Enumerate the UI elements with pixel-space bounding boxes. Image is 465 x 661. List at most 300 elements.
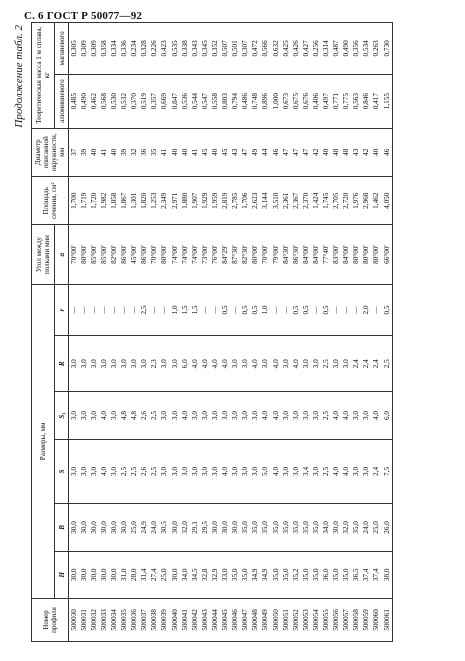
- table-cell: 0,462: [89, 74, 99, 128]
- table-cell: 3,0: [89, 336, 99, 392]
- table-row: [200, 23, 210, 642]
- table-cell: 3,0: [160, 336, 170, 392]
- table-cell: 3,0: [110, 392, 120, 439]
- header-sizes: Размеры, мм: [32, 284, 55, 598]
- profile-number-cell: 500037: [140, 598, 150, 641]
- table-cell: 0,568: [99, 74, 109, 128]
- table-cell: 0,485: [69, 74, 80, 128]
- table-cell: 2,5: [150, 439, 160, 504]
- profile-table: [31, 22, 393, 642]
- table-cell: 84°30': [281, 225, 291, 284]
- table-cell: 86°00': [140, 225, 150, 284]
- table-cell: 3,0: [251, 392, 261, 439]
- table-cell: 0,336: [120, 23, 130, 75]
- table-cell: 4,0: [342, 439, 352, 504]
- table-cell: 30,5: [160, 504, 170, 551]
- table-cell: 0,803: [221, 74, 231, 128]
- table-cell: 0,507: [221, 23, 231, 75]
- header-b: B: [54, 504, 68, 551]
- table-row: [311, 23, 321, 642]
- table-cell: 0,497: [322, 74, 332, 128]
- profile-number-cell: 500043: [200, 598, 210, 641]
- table-cell: 34,5: [190, 551, 200, 598]
- table-cell: —: [372, 284, 382, 336]
- profile-number-cell: 500042: [190, 598, 200, 641]
- table-cell: 3,0: [170, 439, 180, 504]
- table-cell: 0,426: [291, 23, 301, 75]
- table-cell: 30,0: [332, 504, 342, 551]
- table-cell: 24,0: [362, 504, 372, 551]
- table-cell: 80°00': [362, 225, 372, 284]
- table-cell: 82°00': [110, 225, 120, 284]
- table-cell: 84°29': [221, 225, 231, 284]
- table-cell: 0,356: [352, 23, 362, 75]
- table-cell: 3,0: [291, 392, 301, 439]
- table-cell: 2,4: [372, 439, 382, 504]
- table-cell: 3,0: [99, 336, 109, 392]
- table-cell: 2,5: [150, 392, 160, 439]
- table-cell: 83°00': [332, 225, 342, 284]
- header-mass: Теоретическая масса 1 м сплава, кг: [32, 23, 55, 129]
- table-cell: 3,0: [332, 336, 342, 392]
- table-cell: 2,5: [120, 439, 130, 504]
- profile-number-cell: 500052: [291, 598, 301, 641]
- table-cell: 1,000: [271, 74, 281, 128]
- table-cell: 1,867: [120, 177, 130, 225]
- table-cell: 77°40': [322, 225, 332, 284]
- table-cell: 3,0: [190, 392, 200, 439]
- table-cell: 3,0: [130, 336, 140, 392]
- table-cell: 39: [79, 128, 89, 176]
- table-cell: —: [120, 284, 130, 336]
- table-cell: 49: [251, 128, 261, 176]
- table-cell: 74°00': [180, 225, 190, 284]
- table-cell: 35,2: [291, 551, 301, 598]
- table-cell: 44: [261, 128, 271, 176]
- table-cell: 0,328: [140, 23, 150, 75]
- table-cell: 30,0: [231, 504, 241, 551]
- table-cell: 1,700: [69, 177, 80, 225]
- table-cell: 0,5: [291, 284, 301, 336]
- table-cell: 0,544: [190, 74, 200, 128]
- table-cell: 30,0: [89, 551, 99, 598]
- table-cell: 35: [150, 128, 160, 176]
- table-cell: 3,0: [281, 392, 291, 439]
- table-cell: 25,0: [130, 504, 140, 551]
- table-cell: 4,0: [372, 392, 382, 439]
- table-cell: 35,0: [271, 551, 281, 598]
- table-cell: 35,0: [352, 504, 362, 551]
- table-cell: 1,5: [180, 284, 190, 336]
- table-cell: 1,907: [190, 177, 200, 225]
- table-row: [120, 23, 130, 642]
- profile-number-cell: 500057: [342, 598, 352, 641]
- table-cell: 3,0: [221, 392, 231, 439]
- table-cell: 74°00': [170, 225, 180, 284]
- table-cell: 80°00': [251, 225, 261, 284]
- table-cell: 34,9: [251, 551, 261, 598]
- table-cell: 1,880: [180, 177, 190, 225]
- table-cell: 1,0: [261, 284, 271, 336]
- table-cell: 41: [160, 128, 170, 176]
- table-cell: 0,314: [322, 23, 332, 75]
- table-cell: 38,0: [382, 551, 393, 598]
- table-cell: 30,0: [99, 504, 109, 551]
- table-cell: 37,4: [372, 551, 382, 598]
- table-row: [110, 23, 120, 642]
- table-cell: 2,4: [352, 336, 362, 392]
- table-cell: 4,0: [190, 336, 200, 392]
- table-cell: 0,501: [231, 23, 241, 75]
- profile-number-cell: 500040: [170, 598, 180, 641]
- table-cell: 6,0: [180, 336, 190, 392]
- table-cell: 85°00': [89, 225, 99, 284]
- profile-number-cell: 500055: [322, 598, 332, 641]
- table-row: [271, 23, 281, 642]
- table-cell: 37: [69, 128, 80, 176]
- table-cell: 0,775: [342, 74, 352, 128]
- table-cell: 3,0: [241, 392, 251, 439]
- table-cell: 30,0: [110, 551, 120, 598]
- table-cell: 0,896: [261, 74, 271, 128]
- table-row: [261, 23, 271, 642]
- table-cell: 73°00': [200, 225, 210, 284]
- table-cell: 0,343: [190, 23, 200, 75]
- table-row: [99, 23, 109, 642]
- table-cell: 0,5: [241, 284, 251, 336]
- table-cell: 36,5: [352, 551, 362, 598]
- table-cell: 0,338: [180, 23, 190, 75]
- table-cell: 2,5: [322, 392, 332, 439]
- table-cell: 35,0: [342, 551, 352, 598]
- table-row: [342, 23, 352, 642]
- table-cell: 35,0: [241, 551, 251, 598]
- table-cell: 0,305: [69, 23, 80, 75]
- table-cell: 84°00': [311, 225, 321, 284]
- table-row: [352, 23, 362, 642]
- table-cell: 46: [271, 128, 281, 176]
- table-cell: 30,0: [79, 504, 89, 551]
- table-cell: 3,0: [170, 336, 180, 392]
- table-cell: —: [110, 284, 120, 336]
- table-cell: 2,0: [362, 284, 372, 336]
- table-cell: 4,0: [221, 439, 231, 504]
- table-cell: 43: [231, 128, 241, 176]
- table-cell: 35,0: [271, 504, 281, 551]
- table-cell: 3,0: [362, 439, 372, 504]
- header-s1: S₁: [54, 392, 68, 439]
- table-cell: 35,0: [241, 504, 251, 551]
- table-cell: 86°00': [120, 225, 130, 284]
- table-cell: 0,370: [130, 74, 140, 128]
- table-row: [160, 23, 170, 642]
- table-cell: 30,0: [170, 504, 180, 551]
- table-cell: 40: [170, 128, 180, 176]
- table-cell: 3,510: [271, 177, 281, 225]
- profile-number-cell: 500050: [271, 598, 281, 641]
- table-cell: 3,0: [200, 439, 210, 504]
- table-cell: 30,0: [99, 551, 109, 598]
- table-cell: 3,0: [69, 392, 80, 439]
- table-cell: 6,0: [382, 392, 393, 439]
- table-cell: 32,0: [180, 504, 190, 551]
- table-row: [150, 23, 160, 642]
- table-cell: 0,334: [110, 23, 120, 75]
- table-cell: 3,0: [342, 336, 352, 392]
- profile-number-cell: 500059: [362, 598, 372, 641]
- table-row: [251, 23, 261, 642]
- table-cell: 37,4: [362, 551, 372, 598]
- table-cell: 3,0: [120, 336, 130, 392]
- table-cell: 0,558: [211, 74, 221, 128]
- table-cell: 2,370: [301, 177, 311, 225]
- table-cell: 1,982: [99, 177, 109, 225]
- table-cell: 0,423: [160, 23, 170, 75]
- table-cell: 0,771: [332, 74, 342, 128]
- table-cell: 3,0: [352, 392, 362, 439]
- table-cell: 3,0: [362, 392, 372, 439]
- profile-number-cell: 500041: [180, 598, 190, 641]
- table-cell: —: [79, 284, 89, 336]
- table-cell: 47: [241, 128, 251, 176]
- table-row: [211, 23, 221, 642]
- table-cell: 30,0: [110, 504, 120, 551]
- table-cell: 45°00': [130, 225, 140, 284]
- profile-number-cell: 500049: [261, 598, 271, 641]
- table-cell: 0,226: [150, 23, 160, 75]
- table-cell: 35,0: [301, 504, 311, 551]
- profile-number-cell: 500056: [332, 598, 342, 641]
- table-cell: 0,472: [251, 23, 261, 75]
- table-cell: 36,0: [322, 551, 332, 598]
- profile-number-cell: 500044: [211, 598, 221, 641]
- table-cell: 4,050: [382, 177, 393, 225]
- profile-number-cell: 500032: [89, 598, 99, 641]
- table-cell: 2,785: [231, 177, 241, 225]
- profile-number-cell: 500047: [241, 598, 251, 641]
- table-row: [281, 23, 291, 642]
- table-cell: 0,357: [150, 74, 160, 128]
- table-cell: 48: [332, 128, 342, 176]
- table-cell: 0,632: [271, 23, 281, 75]
- table-cell: 1,719: [79, 177, 89, 225]
- table-cell: 35,0: [261, 504, 271, 551]
- table-cell: 80°00': [352, 225, 362, 284]
- table-cell: 35,0: [311, 504, 321, 551]
- table-row: [221, 23, 231, 642]
- table-cell: 0,309: [79, 23, 89, 75]
- table-cell: 0,358: [99, 23, 109, 75]
- table-cell: —: [332, 284, 342, 336]
- table-cell: —: [211, 284, 221, 336]
- table-cell: 3,0: [211, 439, 221, 504]
- profile-number-cell: 500060: [372, 598, 382, 641]
- table-caption: Продолжение табл. 2: [13, 25, 25, 128]
- table-cell: —: [281, 284, 291, 336]
- table-cell: 2,5: [322, 336, 332, 392]
- header-profile: Номер профиля: [32, 598, 69, 641]
- table-cell: 84°00': [301, 225, 311, 284]
- table-cell: 79°00': [271, 225, 281, 284]
- table-cell: 4,0: [99, 392, 109, 439]
- table-cell: 3,0: [251, 439, 261, 504]
- table-cell: 2,6: [140, 439, 150, 504]
- table-cell: 4,0: [342, 392, 352, 439]
- profile-number-cell: 500045: [221, 598, 231, 641]
- table-row: [69, 23, 80, 642]
- table-cell: 85°00': [99, 225, 109, 284]
- table-cell: 40: [110, 128, 120, 176]
- table-cell: 0,5: [322, 284, 332, 336]
- table-cell: 3,0: [301, 336, 311, 392]
- table-cell: 2,349: [160, 177, 170, 225]
- table-cell: —: [160, 284, 170, 336]
- table-cell: 70°00': [150, 225, 160, 284]
- table-cell: 27,4: [150, 551, 160, 598]
- table-cell: 3,0: [79, 336, 89, 392]
- table-row: [291, 23, 301, 642]
- header-area: Площадь сечения, см²: [32, 177, 69, 225]
- table-cell: 0,530: [110, 74, 120, 128]
- table-cell: 3,0: [211, 392, 221, 439]
- table-cell: 3,0: [160, 439, 170, 504]
- table-cell: 24,0: [150, 504, 160, 551]
- table-cell: 4,0: [251, 336, 261, 392]
- table-cell: 2,819: [221, 177, 231, 225]
- table-cell: 86°30': [291, 225, 301, 284]
- table-cell: 3,4: [301, 439, 311, 504]
- table-cell: 33,0: [221, 551, 231, 598]
- table-row: [332, 23, 342, 642]
- table-cell: 1,155: [382, 74, 393, 128]
- header-hole: Диаметр описанной окружности, мм: [32, 128, 69, 176]
- table-cell: 3,0: [311, 439, 321, 504]
- table-cell: 80°00': [160, 225, 170, 284]
- header-h: H: [54, 551, 68, 598]
- profile-number-cell: 500048: [251, 598, 261, 641]
- table-cell: 35,0: [332, 551, 342, 598]
- profile-number-cell: 500033: [99, 598, 109, 641]
- table-cell: 0,406: [311, 74, 321, 128]
- table-cell: 40: [211, 128, 221, 176]
- table-row: [241, 23, 251, 642]
- table-cell: 1,0: [170, 284, 180, 336]
- table-cell: 34,9: [261, 551, 271, 598]
- table-cell: 34,0: [180, 551, 190, 598]
- table-cell: 0,263: [372, 23, 382, 75]
- table-cell: 0,486: [241, 74, 251, 128]
- table-cell: 3,0: [241, 439, 251, 504]
- profile-number-cell: 500058: [352, 598, 362, 641]
- table-cell: 4,0: [180, 392, 190, 439]
- profile-number-cell: 500054: [311, 598, 321, 641]
- profile-number-cell: 500046: [231, 598, 241, 641]
- table-cell: 30,0: [170, 551, 180, 598]
- table-cell: —: [130, 284, 140, 336]
- table-cell: 47: [291, 128, 301, 176]
- table-cell: 3,0: [281, 336, 291, 392]
- table-cell: 80°00': [79, 225, 89, 284]
- table-cell: —: [352, 284, 362, 336]
- table-cell: 3,0: [110, 336, 120, 392]
- table-cell: —: [69, 284, 80, 336]
- table-cell: 30,0: [69, 551, 80, 598]
- table-cell: 1,462: [372, 177, 382, 225]
- table-cell: 2,623: [251, 177, 261, 225]
- table-cell: 2,5: [322, 439, 332, 504]
- table-cell: 2,5: [382, 336, 393, 392]
- table-cell: 40: [89, 128, 99, 176]
- table-cell: 32: [130, 128, 140, 176]
- table-cell: 3,0: [241, 336, 251, 392]
- table-cell: 0,669: [160, 74, 170, 128]
- profile-number-cell: 500031: [79, 598, 89, 641]
- profile-number-cell: 500034: [110, 598, 120, 641]
- table-body: [69, 23, 393, 642]
- table-cell: 1,301: [130, 177, 140, 225]
- table-cell: 0,676: [301, 74, 311, 128]
- table-row: [190, 23, 200, 642]
- table-cell: 1,5: [190, 284, 200, 336]
- table-row: [301, 23, 311, 642]
- table-cell: 1,929: [200, 177, 210, 225]
- table-cell: 2,720: [342, 177, 352, 225]
- table-cell: 0,256: [311, 23, 321, 75]
- table-cell: 47: [281, 128, 291, 176]
- table-cell: 2,3: [150, 336, 160, 392]
- table-cell: 30,0: [120, 504, 130, 551]
- page-header: С. 6 ГОСТ Р 50077—92: [24, 10, 143, 22]
- table-row: [170, 23, 180, 642]
- table-cell: 0,846: [362, 74, 372, 128]
- table-cell: 4,0: [271, 439, 281, 504]
- header-r-small: r: [54, 284, 68, 336]
- table-cell: 0,794: [231, 74, 241, 128]
- table-cell: 82°30': [241, 225, 251, 284]
- header-s: S: [54, 439, 68, 504]
- table-cell: 0,5: [301, 284, 311, 336]
- table-cell: —: [89, 284, 99, 336]
- table-cell: 3,144: [261, 177, 271, 225]
- table-cell: —: [200, 284, 210, 336]
- table-cell: 3,0: [79, 439, 89, 504]
- table-cell: 0,730: [382, 23, 393, 75]
- table-cell: 2,361: [281, 177, 291, 225]
- table-cell: 3,0: [261, 336, 271, 392]
- table-cell: 30,0: [211, 504, 221, 551]
- table-cell: 48: [342, 128, 352, 176]
- table-cell: 32,8: [200, 551, 210, 598]
- table-cell: —: [99, 284, 109, 336]
- table-cell: 32,0: [342, 504, 352, 551]
- table-cell: 2,968: [362, 177, 372, 225]
- table-cell: 45: [221, 128, 231, 176]
- table-cell: 4,8: [120, 392, 130, 439]
- table-cell: 32,9: [211, 551, 221, 598]
- table-cell: 31,4: [140, 551, 150, 598]
- table-cell: 34,0: [322, 504, 332, 551]
- table-cell: 3,0: [231, 439, 241, 504]
- table-cell: 40: [180, 128, 190, 176]
- table-cell: 76°00': [211, 225, 221, 284]
- table-cell: 39: [120, 128, 130, 176]
- profile-number-cell: 500036: [130, 598, 140, 641]
- table-cell: 3,0: [352, 439, 362, 504]
- table-cell: 1,959: [211, 177, 221, 225]
- table-cell: 2,5: [130, 439, 140, 504]
- table-cell: 0,490: [79, 74, 89, 128]
- table-row: [130, 23, 140, 642]
